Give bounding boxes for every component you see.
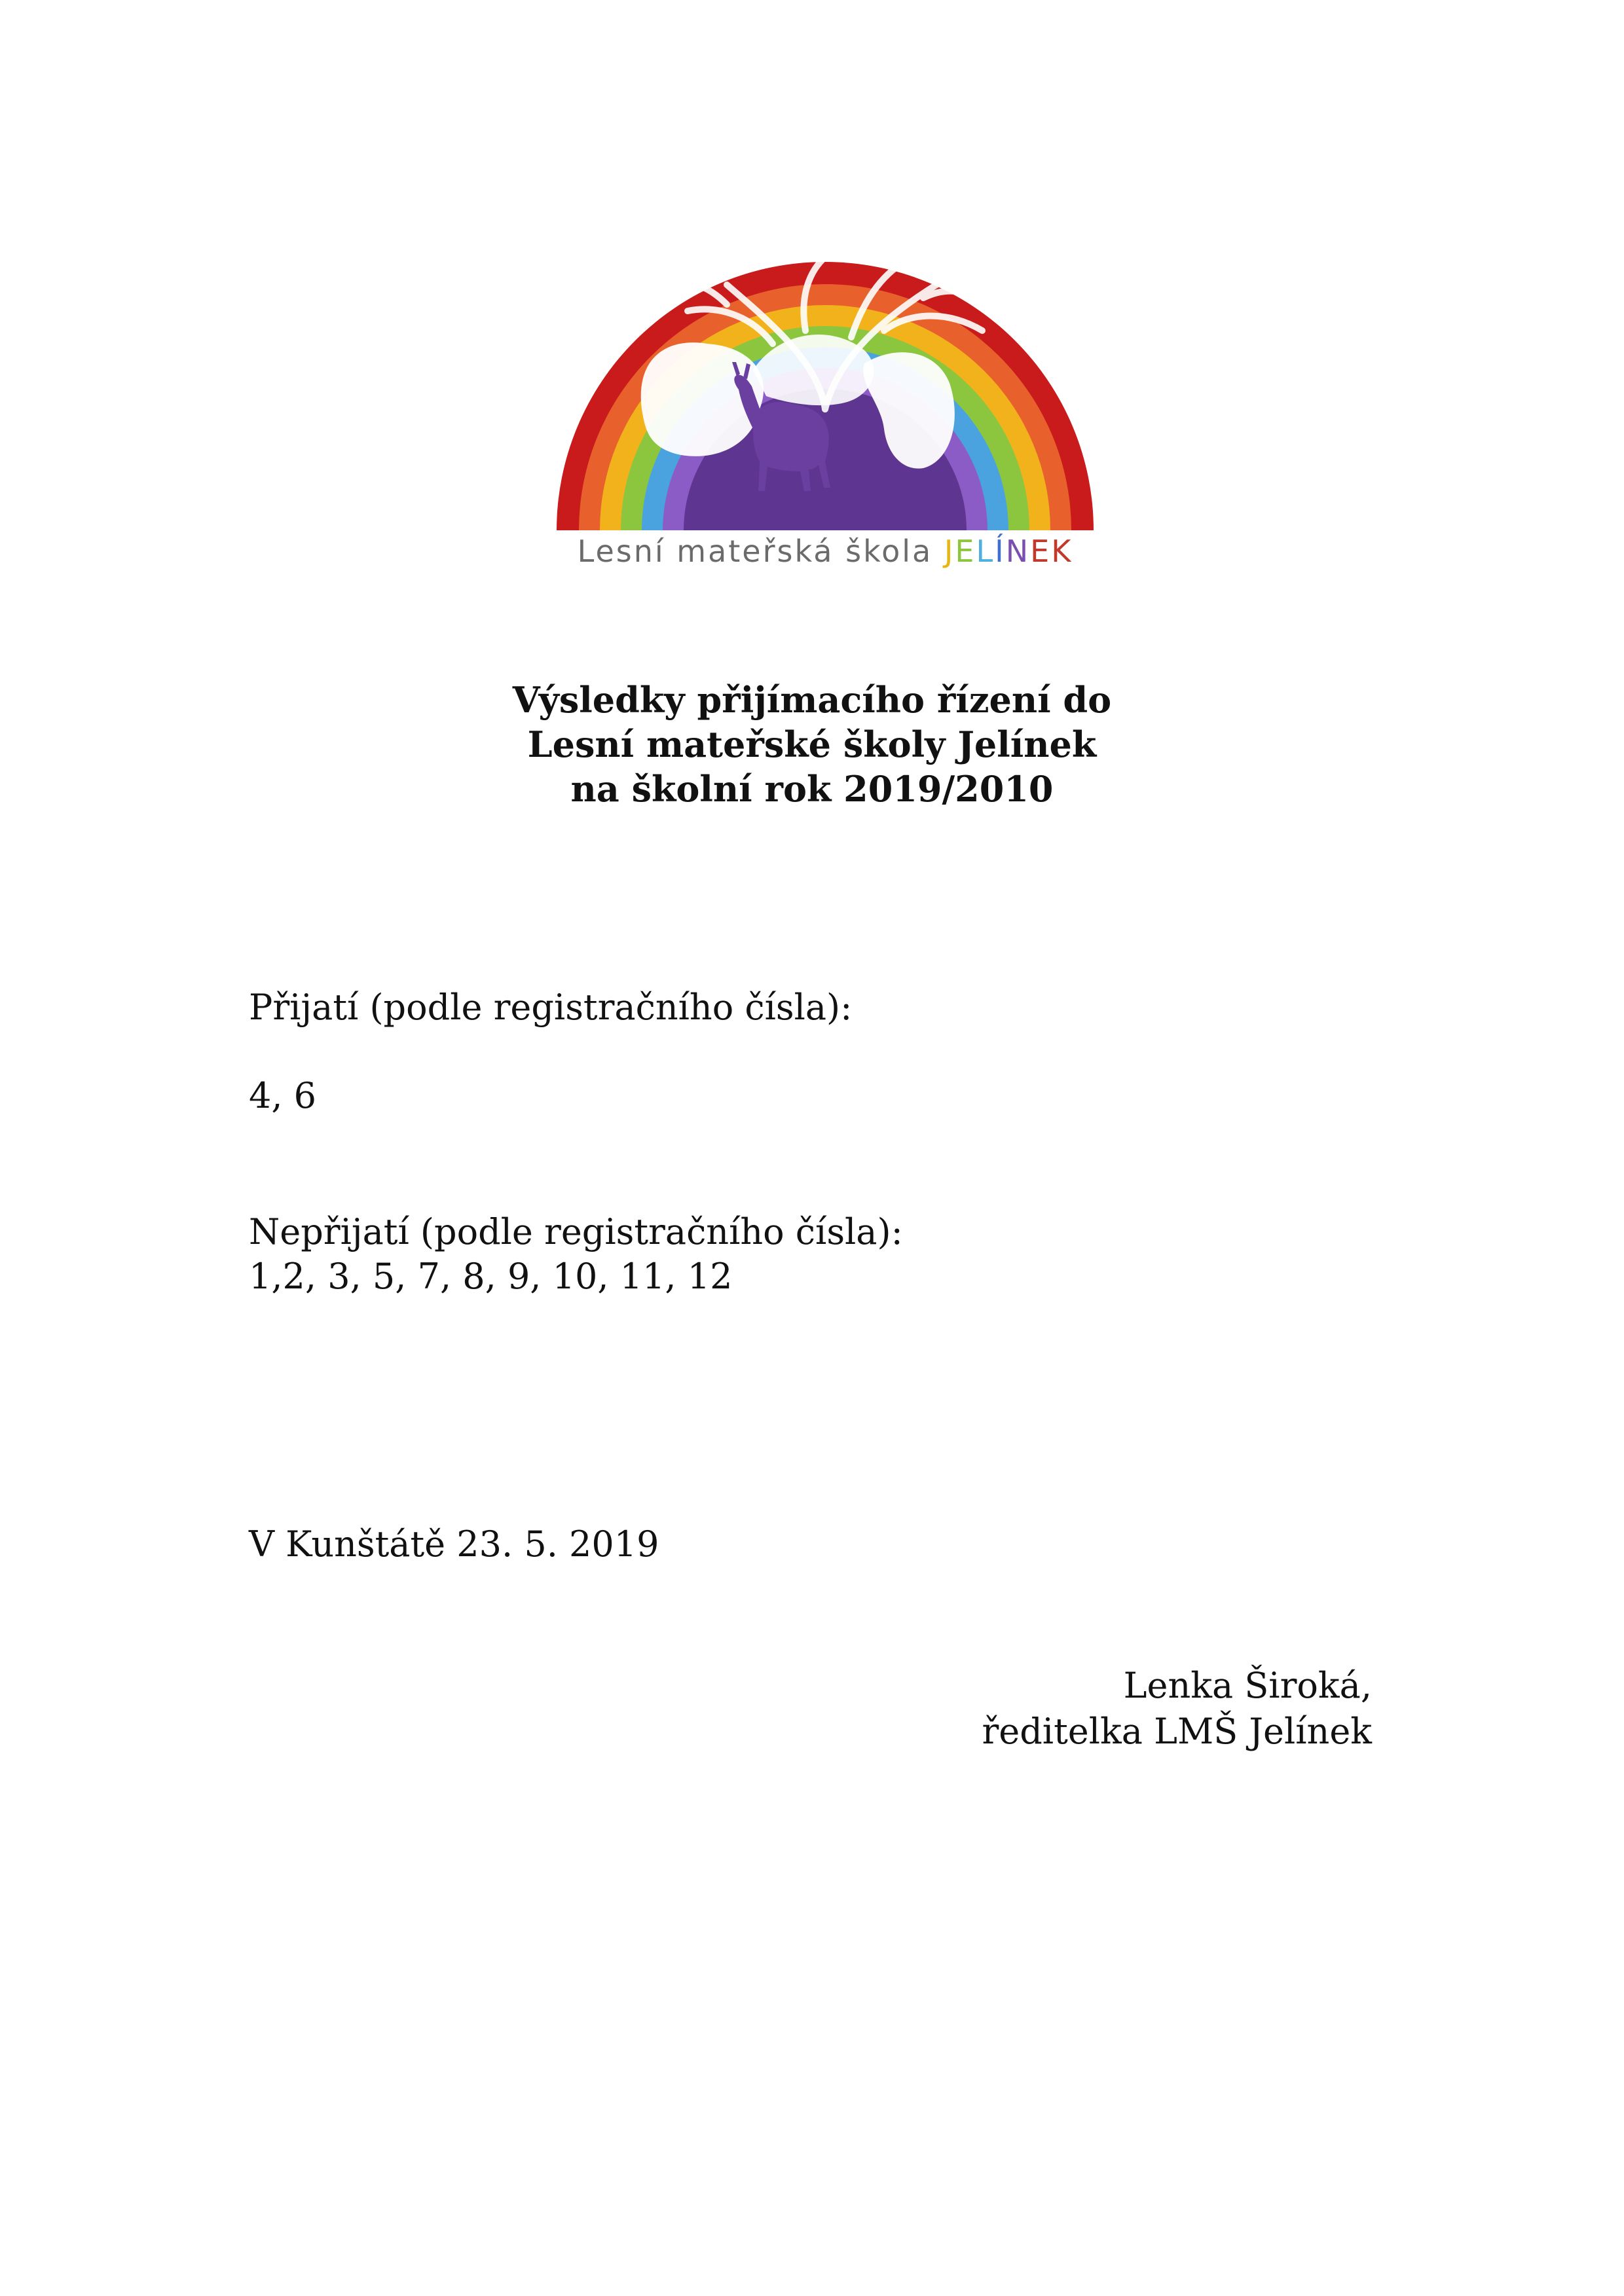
place-date: V Kunštátě 23. 5. 2019 bbox=[249, 1523, 659, 1565]
brand-letter: E bbox=[1030, 534, 1052, 569]
rainbow-tree-deer-icon bbox=[557, 213, 1094, 534]
title-line-3: na školní rok 2019/2010 bbox=[570, 768, 1054, 810]
brand-letter: E bbox=[955, 534, 976, 569]
signature-block bbox=[982, 1663, 1372, 1755]
signature-name: Lenka Široká, bbox=[1123, 1665, 1372, 1706]
signature-role: ředitelka LMŠ Jelínek bbox=[982, 1711, 1372, 1752]
brand-letter: Í bbox=[995, 534, 1006, 569]
brand-letter: J bbox=[944, 534, 955, 569]
brand-letter: K bbox=[1051, 534, 1073, 569]
accepted-label: Přijatí (podle registračního čísla): bbox=[249, 987, 853, 1028]
logo-brand bbox=[944, 534, 1073, 569]
school-logo bbox=[557, 213, 1094, 579]
logo-caption-prefix: Lesní mateřská škola bbox=[577, 534, 944, 569]
brand-letter: N bbox=[1005, 534, 1031, 569]
document-title bbox=[0, 678, 1624, 811]
accepted-numbers: 4, 6 bbox=[249, 1075, 317, 1116]
title-line-1: Výsledky přijímacího řízení do bbox=[512, 679, 1112, 721]
rejected-label: Nepřijatí (podle registračního čísla): bbox=[249, 1211, 903, 1252]
rejected-numbers: 1,2, 3, 5, 7, 8, 9, 10, 11, 12 bbox=[249, 1256, 733, 1297]
title-line-2: Lesní mateřské školy Jelínek bbox=[527, 723, 1097, 765]
logo-caption bbox=[557, 534, 1094, 569]
brand-letter: L bbox=[976, 534, 995, 569]
